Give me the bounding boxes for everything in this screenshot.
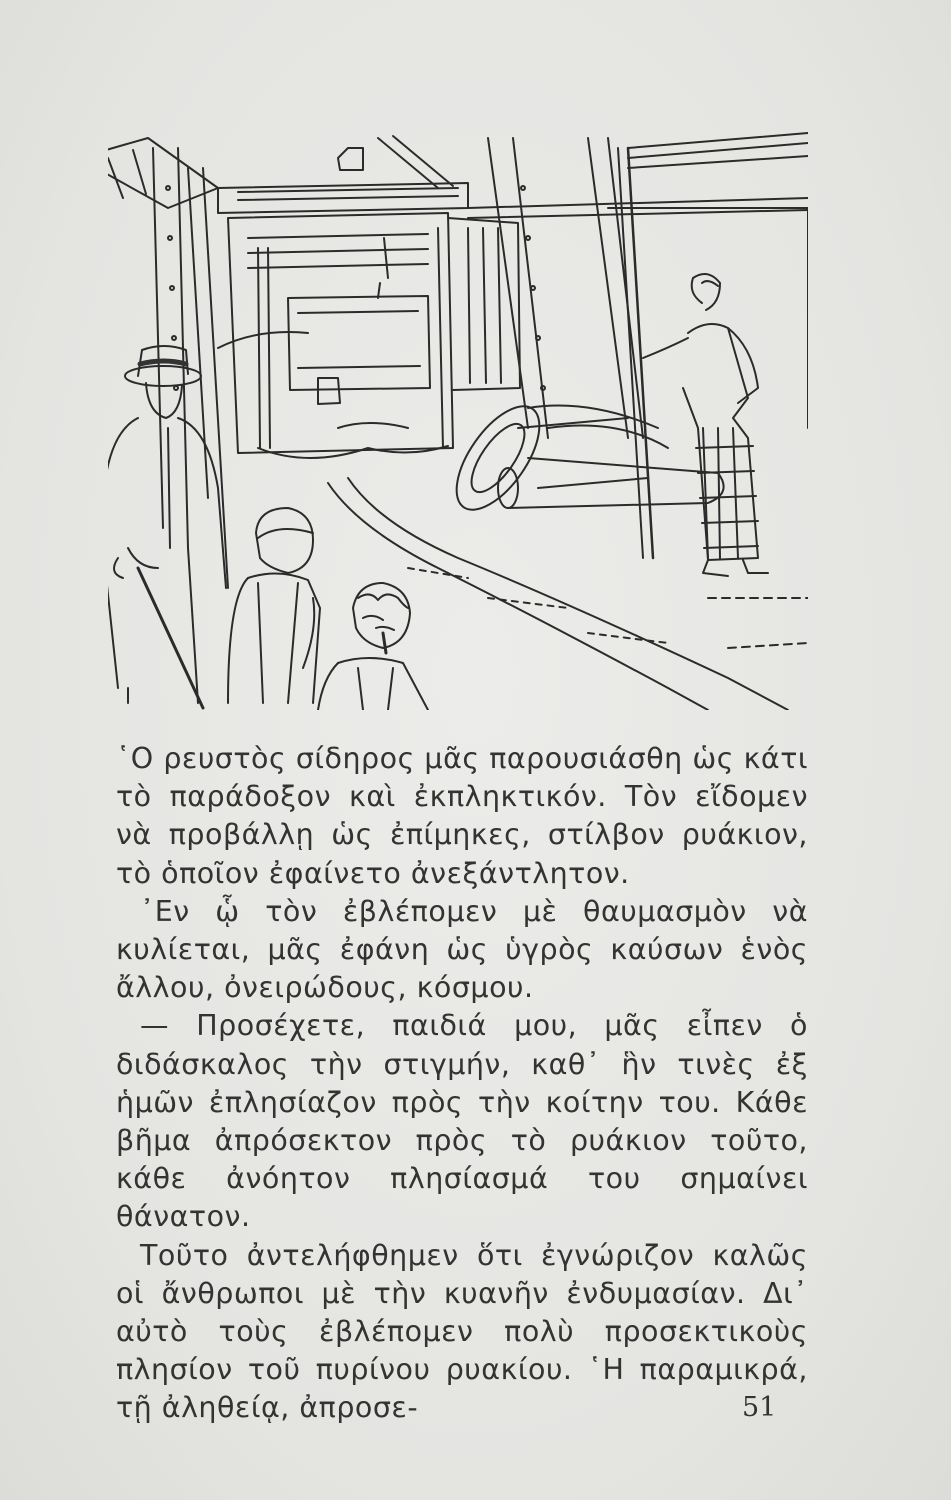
visitor-man-figure [108,346,226,708]
boy-figure-1 [228,508,320,703]
ceiling-beams [108,133,808,218]
roller-drum [441,393,724,523]
paragraph-3: — Προσέχετε, παιδιά μου, μᾶς εἶπεν ὁ διδάσκαλος τὴν στιγμήν, καθ᾿ ἣν τινὲς ἐξ ἡμῶν ἐπλησίαζον πρὸς τὴν κοίτην του. Κάθε βῆμα ἀπρόσεκτον πρὸς τὸ ρυάκιον τοῦτο, κάθε ἀνόητον πλησίασμά του σημαίνει θάνατον. [116,1009,808,1234]
page-number: 51 [742,1392,777,1423]
body-text [116,740,808,1428]
boy-figure-2 [318,583,428,710]
right-structure [448,138,808,448]
left-column [153,148,228,588]
rolling-machine [218,213,453,458]
paragraph-2: ᾿Εν ᾧ τὸν ἐβλέπομεν μὲ θαυμασμὸν νὰ κυλίεται, μᾶς ἐφάνη ὡς ὑγρὸς καύσων ἑνὸς ἄλλου, ὀνειρώδους, κόσμου. [116,894,808,1005]
paragraph-1: ῾Ο ρευστὸς σίδηρος μᾶς παρουσιάσθη ὡς κάτι τὸ παράδοξον καὶ ἐκπληκτικόν. Τὸν εἴδομεν νὰ προβάλλῃ ὡς ἐπίμηκες, στίλβον ρυάκιον, τὸ ὁποῖον ἐφαίνετο ἀνεξάντλητον. [116,742,808,890]
paragraph-4: Τοῦτο ἀντελήφθημεν ὅτι ἐγνώριζον καλῶς οἱ ἄνθρωποι μὲ τὴν κυανῆν ἐνδυμασίαν. Δι᾿ αὐτὸ τοὺς ἐβλέπομεν πολὺ προσεκτικοὺς πλησίον τοῦ πυρίνου ρυακίου. ῾Η παραμικρά, τῇ ἀληθείᾳ, ἀπροσε- [116,1238,808,1425]
steel-mill-illustration [108,128,808,710]
